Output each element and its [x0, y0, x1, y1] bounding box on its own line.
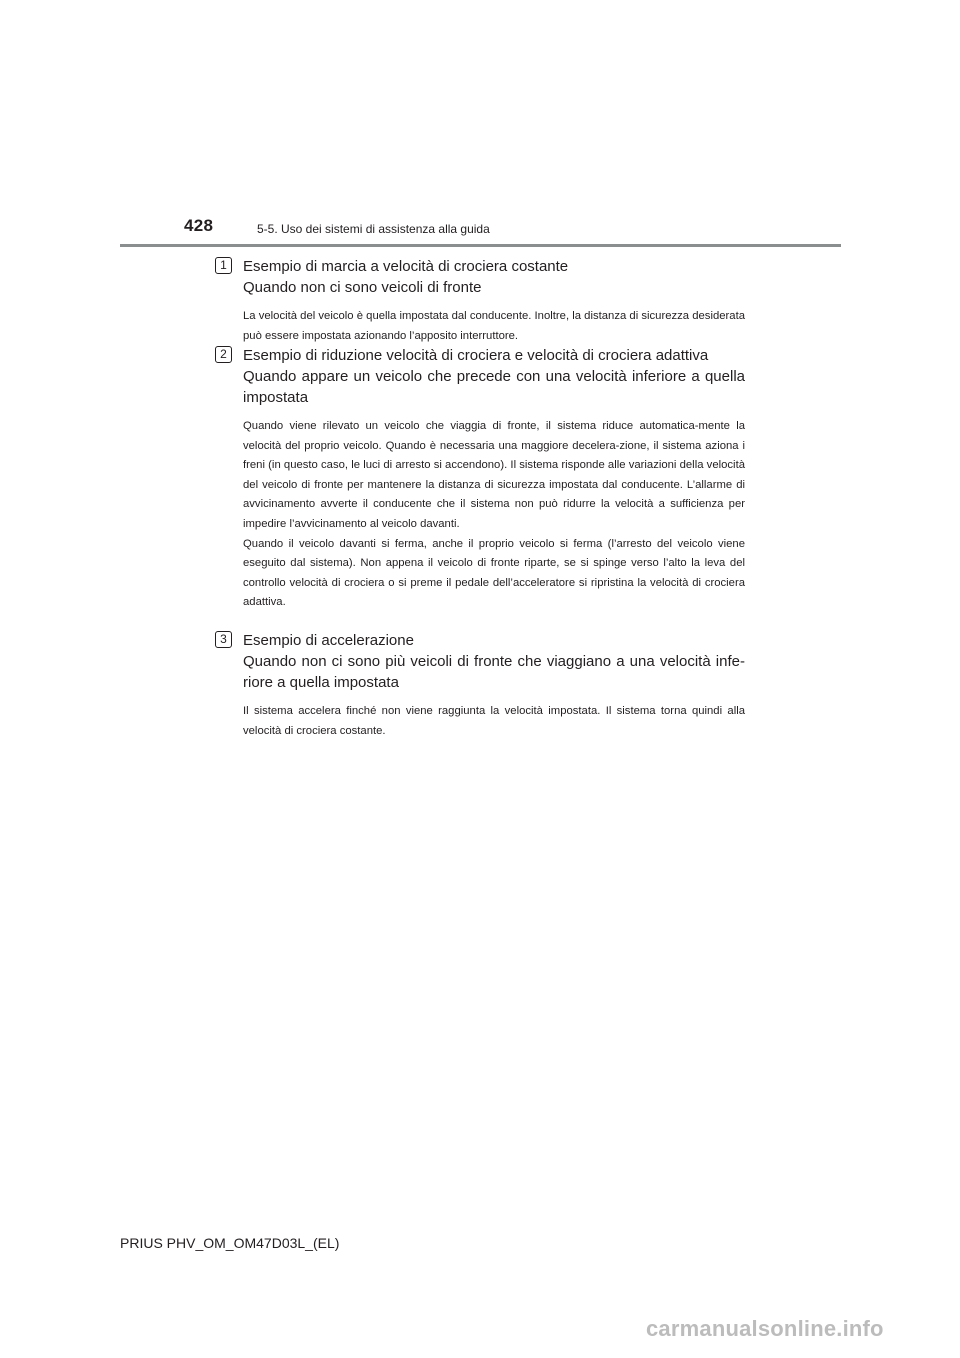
item-number-badge: 3	[215, 631, 232, 648]
item-paragraph: Quando il veicolo davanti si ferma, anche il proprio veicolo si ferma (l’arresto del veicolo viene eseguito dal sistema). Non appena il veicolo di fronte riparte, se si spinge verso l’alto la leva del controllo velocità di crociera o si preme il pedale dell’acceleratore si ripristina la velocità di crociera adattiva.	[243, 537, 745, 609]
document-code: PRIUS PHV_OM_OM47D03L_(EL)	[120, 1235, 340, 1251]
item-title	[243, 630, 745, 693]
item-paragraph: La velocità del veicolo è quella impostata dal conducente. Inoltre, la distanza di sicurezza desiderata può essere impostata azionando l’apposito interruttore.	[243, 310, 745, 342]
list-item	[215, 630, 745, 741]
item-title-line: Esempio di marcia a velocità di crociera costante	[243, 258, 569, 275]
item-title-line: Quando non ci sono più veicoli di fronte che viaggiano a una velocità infe-riore a quella impostata	[243, 653, 745, 691]
list-item	[215, 256, 745, 346]
item-number-badge: 2	[215, 346, 232, 363]
item-title-line: Quando appare un veicolo che precede con una velocità inferiore a quella impostata	[243, 368, 745, 406]
item-title	[243, 345, 745, 408]
item-body	[243, 702, 745, 741]
item-title	[243, 256, 745, 298]
item-title-line: Esempio di riduzione velocità di crociera e velocità di crociera adattiva	[243, 347, 709, 364]
item-body	[243, 307, 745, 346]
item-paragraph: Quando viene rilevato un veicolo che viaggia di fronte, il sistema riduce automatica-mente la velocità del proprio veicolo. Quando è necessaria una maggiore decelera-zione, il sistema aziona i freni (in questo caso, le luci di arresto si accendono). Il sistema risponde alle variazioni della velocità del veicolo di fronte per mantenere la distanza di sicurezza impostata dal conducente. L’allarme di avvicinamento avverte il conducente che il sistema non può ridurre la velocità a sufficienza per impedire l’avvicinamento al veicolo davanti.	[243, 420, 745, 530]
header-rule	[120, 244, 841, 247]
item-title-line: Esempio di accelerazione	[243, 632, 414, 649]
section-title: 5-5. Uso dei sistemi di assistenza alla guida	[257, 222, 490, 236]
item-paragraph: Il sistema accelera finché non viene raggiunta la velocità impostata. Il sistema torna quindi alla velocità di crociera costante.	[243, 705, 745, 737]
item-number-badge: 1	[215, 257, 232, 274]
item-body	[243, 417, 745, 613]
watermark: carmanualsonline.info	[646, 1316, 884, 1341]
list-item	[215, 345, 745, 613]
item-title-line: Quando non ci sono veicoli di fronte	[243, 279, 482, 296]
page-number: 428	[184, 216, 214, 235]
